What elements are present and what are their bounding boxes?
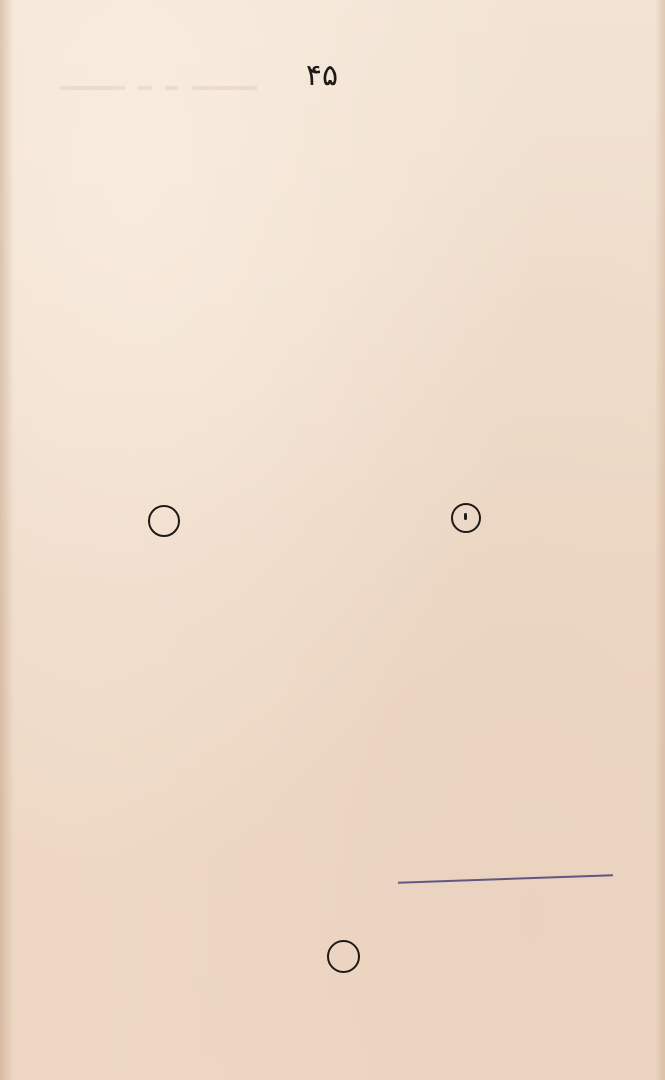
page-number: ۴۵ xyxy=(305,58,339,93)
ink-underline xyxy=(398,874,613,884)
stanza-divider-circle xyxy=(148,505,180,537)
stanza-divider-circle xyxy=(451,503,481,533)
show-through-ink: ـــــ ـ ـ ـــــ xyxy=(60,50,257,101)
page-edge-shadow-right xyxy=(655,0,665,1080)
page-edge-shadow-left xyxy=(0,0,14,1080)
stanza-divider-circle xyxy=(327,940,360,973)
